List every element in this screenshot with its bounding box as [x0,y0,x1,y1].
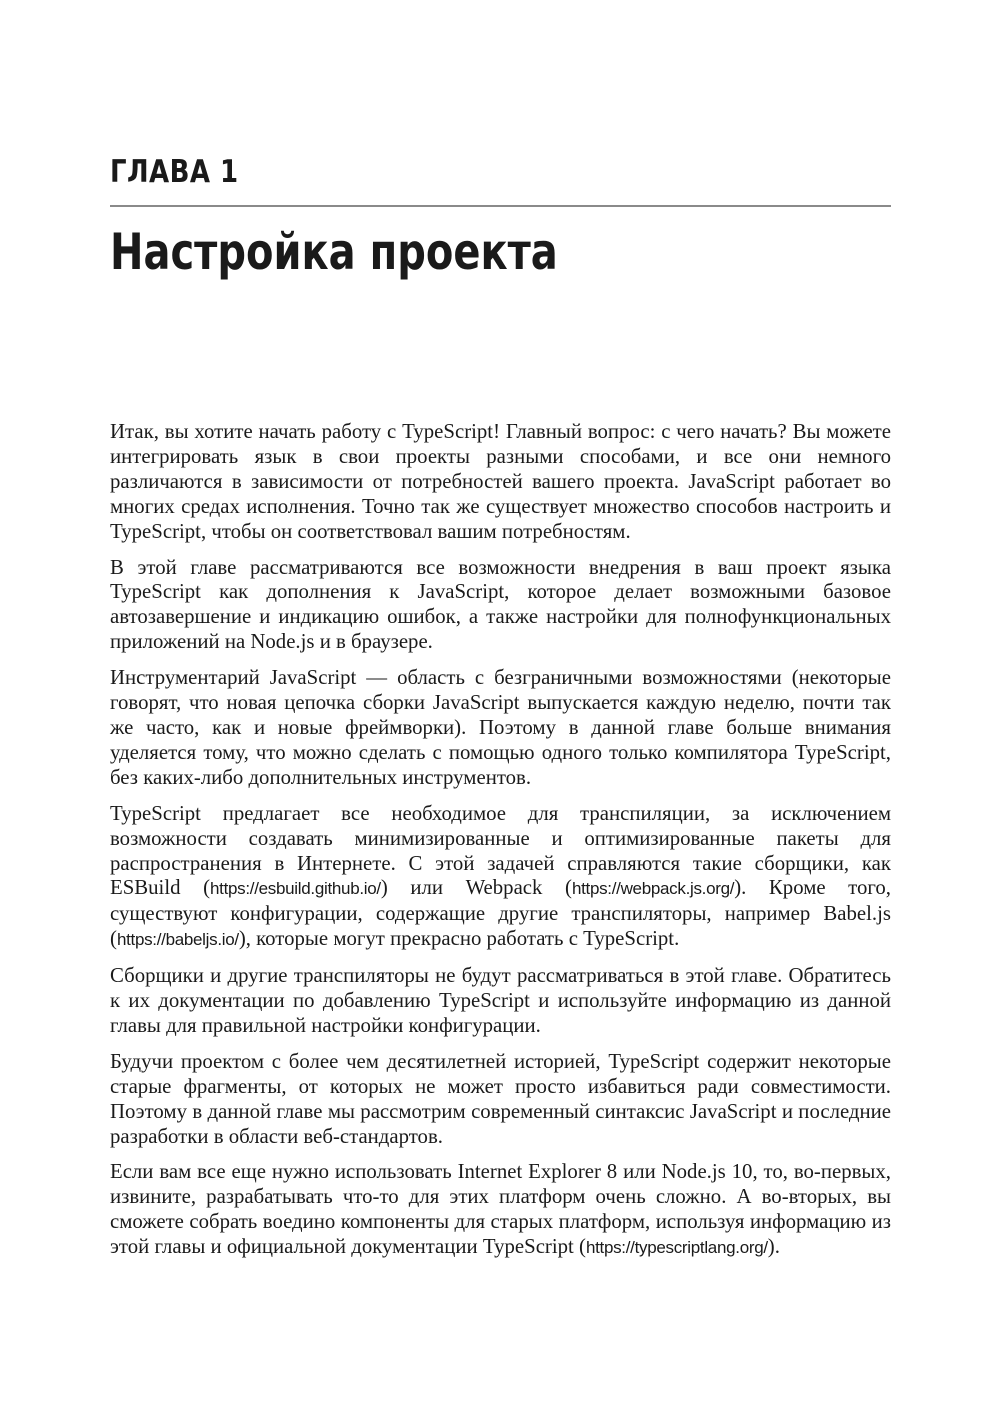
chapter-label: ГЛАВА 1 [110,154,239,190]
chapter-body [110,420,891,1272]
paragraph-7-text-1: Если вам все еще нужно использовать Internet Explorer 8 или Node.js 10, то, во-первых, извините, разрабатывать что-то для этих платформ очень сложно. А во-вторых, вы сможете собрать воедино компоненты для старых платформ, используя информацию из этой главы и официальной документации TypeScript ( [110,1160,891,1259]
paragraph-4-text-3: ). Кроме того, существуют конфигурации, содержащие другие транспиляторы, например Babel.js ( [110,876,891,951]
paragraph-4 [110,802,891,953]
chapter-title: Настройка проекта [110,223,558,281]
webpack-link: https://webpack.js.org/ [571,879,735,899]
paragraph-4-text-1: TypeScript предлагает все необходимое для транспиляции, за исключением возможности создавать минимизированные и оптимизированные пакеты для распространения в Интернете. С этой задачей справляются такие сборщики, как ESBuild ( [110,801,891,900]
paragraph-1: Итак, вы хотите начать работу с TypeScript! Главный вопрос: с чего начать? Вы можете интегрировать язык в свои проекты разными способами, и все они немного различаются в зависимости от потребностей вашего проекта. JavaScript работает во многих средах исполнения. Точно так же существует множество способов настроить и TypeScript, чтобы он соответствовал вашим потребностям. [110,420,891,543]
paragraph-7 [110,1160,891,1261]
chapter-divider [110,205,891,207]
typescript-link: https://typescriptlang.org/ [585,1238,768,1258]
paragraph-7-text-2: ). [767,1235,780,1259]
paragraph-3: Инструментарий JavaScript — область с безграничными возможностями (некоторые говорят, что новая цепочка сборки JavaScript выпускается каждую неделю, почти так же часто, как и новые фреймворки). Поэтому в данной главе больше внимания уделяется тому, что можно сделать с помощью одного только компилятора TypeScript, без каких-либо дополнительных инструментов. [110,666,891,789]
babel-link: https://babeljs.io/ [116,930,239,950]
paragraph-2: В этой главе рассматриваются все возможности внедрения в ваш проект языка TypeScript как дополнения к JavaScript, которое делает возможными базовое автозавершение и индикацию ошибок, а также настройки для полнофункциональных приложений на Node.js и в браузере. [110,555,891,654]
paragraph-4-text-4: ), которые могут прекрасно работать с TypeScript. [238,927,680,951]
paragraph-6: Будучи проектом с более чем десятилетней историей, TypeScript содержит некоторые старые фрагменты, от которых не может просто избавиться ради совместимости. Поэтому в данной главе мы рассмотрим современный синтаксис JavaScript и последние разработки в области веб-стандартов. [110,1049,891,1148]
paragraph-5: Сборщики и другие транспиляторы не будут рассматриваться в этой главе. Обратитесь к их документации по добавлению TypeScript и используйте информацию из данной главы для правильной настройки конфигурации. [110,964,891,1037]
esbuild-link: https://esbuild.github.io/ [210,879,381,899]
paragraph-4-text-2: ) или Webpack ( [380,876,572,900]
